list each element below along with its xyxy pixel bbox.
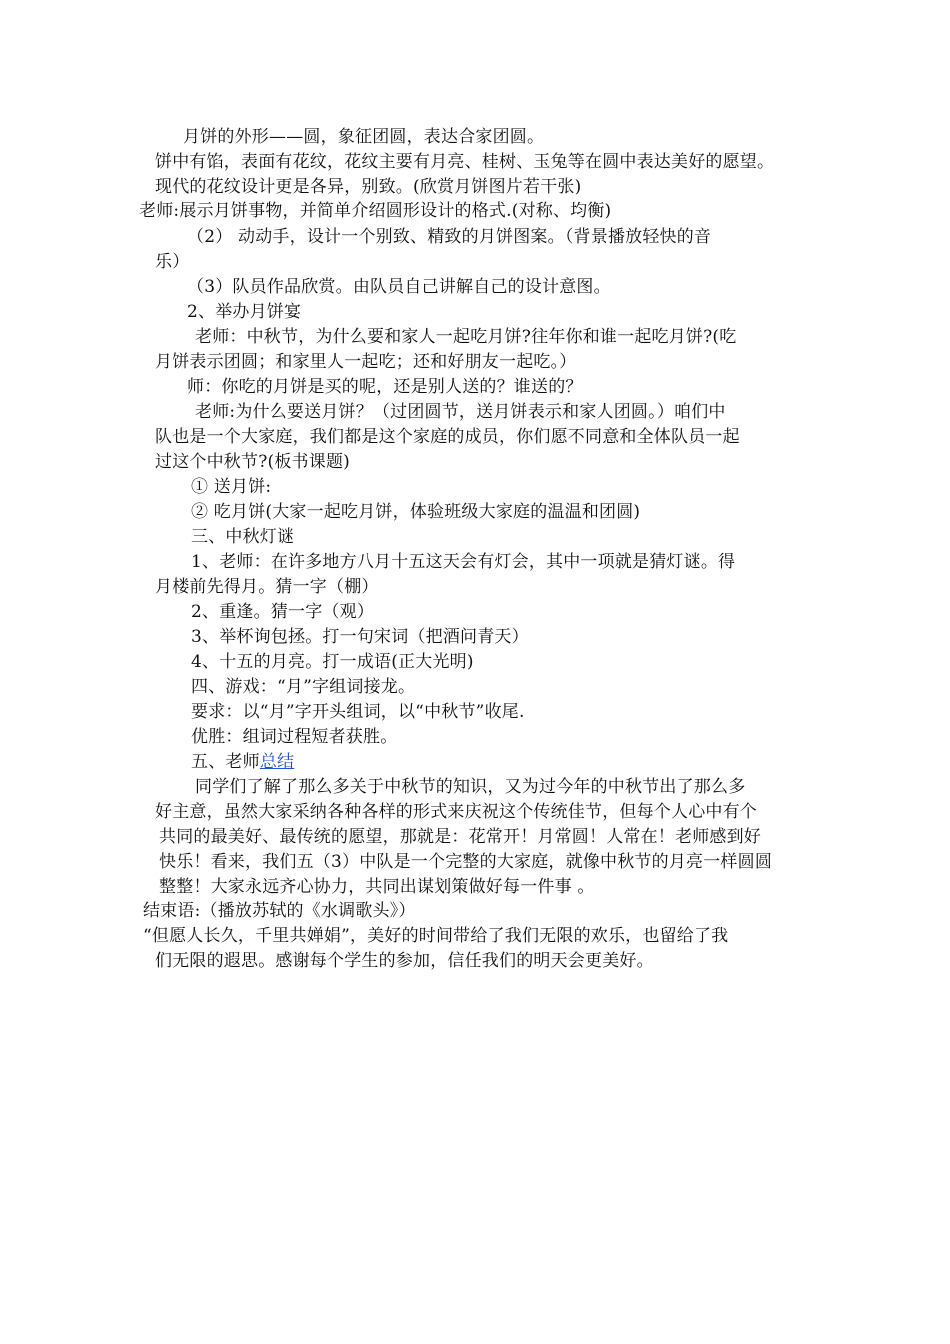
text-line: 要求：以“月”字开头组词，以“中秋节”收尾.: [191, 702, 525, 722]
text-line: 3、举杯询包拯。打一句宋词（把酒问青天）: [191, 627, 529, 647]
text-line: 4、十五的月亮。打一成语(正大光明): [191, 652, 474, 672]
text-line: 结束语:（播放苏轼的《水调歌头》）: [143, 901, 416, 921]
text-line: 1、老师：在许多地方八月十五这天会有灯会，其中一项就是猜灯谜。得: [191, 552, 736, 572]
text-line: 好主意，虽然大家采纳各种各样的形式来庆祝这个传统佳节，但每个人心中有个: [155, 802, 757, 822]
text-line: 们无限的遐思。感谢每个学生的参加，信任我们的明天会更美好。: [155, 951, 654, 971]
section-heading: [191, 751, 294, 773]
text-line: “但愿人长久，千里共婵娟”，美好的时间带给了我们无限的欢乐，也留给了我: [143, 926, 729, 946]
text-line: 现代的花纹设计更是各异，别致。(欣赏月饼图片若干张): [155, 177, 582, 197]
text-line: 队也是一个大家庭，我们都是这个家庭的成员，你们愿不同意和全体队员一起: [155, 427, 740, 447]
section-heading-prefix: 五、老师: [191, 752, 260, 772]
text-line: 2、举办月饼宴: [187, 302, 302, 322]
text-line: 老师:展示月饼事物，并简单介绍圆形设计的格式.(对称、均衡): [139, 201, 612, 221]
text-line: 整整！大家永远齐心协力，共同出谋划策做好每一件事 。: [159, 877, 595, 897]
text-line: （3）队员作品欣赏。由队员自己讲解自己的设计意图。: [187, 277, 611, 297]
summary-link[interactable]: 总结: [259, 752, 295, 772]
text-line: ① 送月饼:: [191, 477, 272, 497]
text-line: 乐）: [155, 252, 190, 272]
text-line: 饼中有馅，表面有花纹，花纹主要有月亮、桂树、玉兔等在圆中表达美好的愿望。: [155, 152, 775, 172]
text-line: 共同的最美好、最传统的愿望，那就是：花常开！月常圆！人常在！老师感到好: [159, 827, 761, 847]
text-line: 师：你吃的月饼是买的呢，还是别人送的？谁送的？: [187, 377, 583, 397]
section-heading: 四、游戏：“月”字组词接龙。: [191, 677, 416, 697]
section-heading: 三、中秋灯谜: [191, 527, 295, 547]
text-line: 月楼前先得月。猜一字（棚）: [155, 577, 379, 597]
text-line: 优胜：组词过程短者获胜。: [191, 727, 398, 747]
text-line: 快乐！看来，我们五（3）中队是一个完整的大家庭，就像中秋节的月亮一样圆圆: [159, 852, 773, 872]
text-line: 过这个中秋节?(板书课题): [155, 452, 350, 472]
text-line: （2） 动动手，设计一个别致、精致的月饼图案。（背景播放轻快的音: [187, 227, 712, 247]
text-line: 2、重逢。猜一字（观）: [191, 602, 375, 622]
text-line: 老师:为什么要送月饼？（过团圆节，送月饼表示和家人团圆。）咱们中: [195, 402, 726, 422]
text-line: 月饼的外形——圆，象征团圆，表达合家团圆。: [183, 127, 545, 147]
text-line: ② 吃月饼(大家一起吃月饼，体验班级大家庭的温温和团圆): [191, 502, 641, 522]
text-line: 月饼表示团圆；和家里人一起吃；还和好朋友一起吃。）: [155, 352, 577, 372]
text-line: 老师：中秋节，为什么要和家人一起吃月饼?往年你和谁一起吃月饼?(吃: [195, 327, 737, 347]
text-line: 同学们了解了那么多关于中秋节的知识，又为过今年的中秋节出了那么多: [195, 777, 746, 797]
